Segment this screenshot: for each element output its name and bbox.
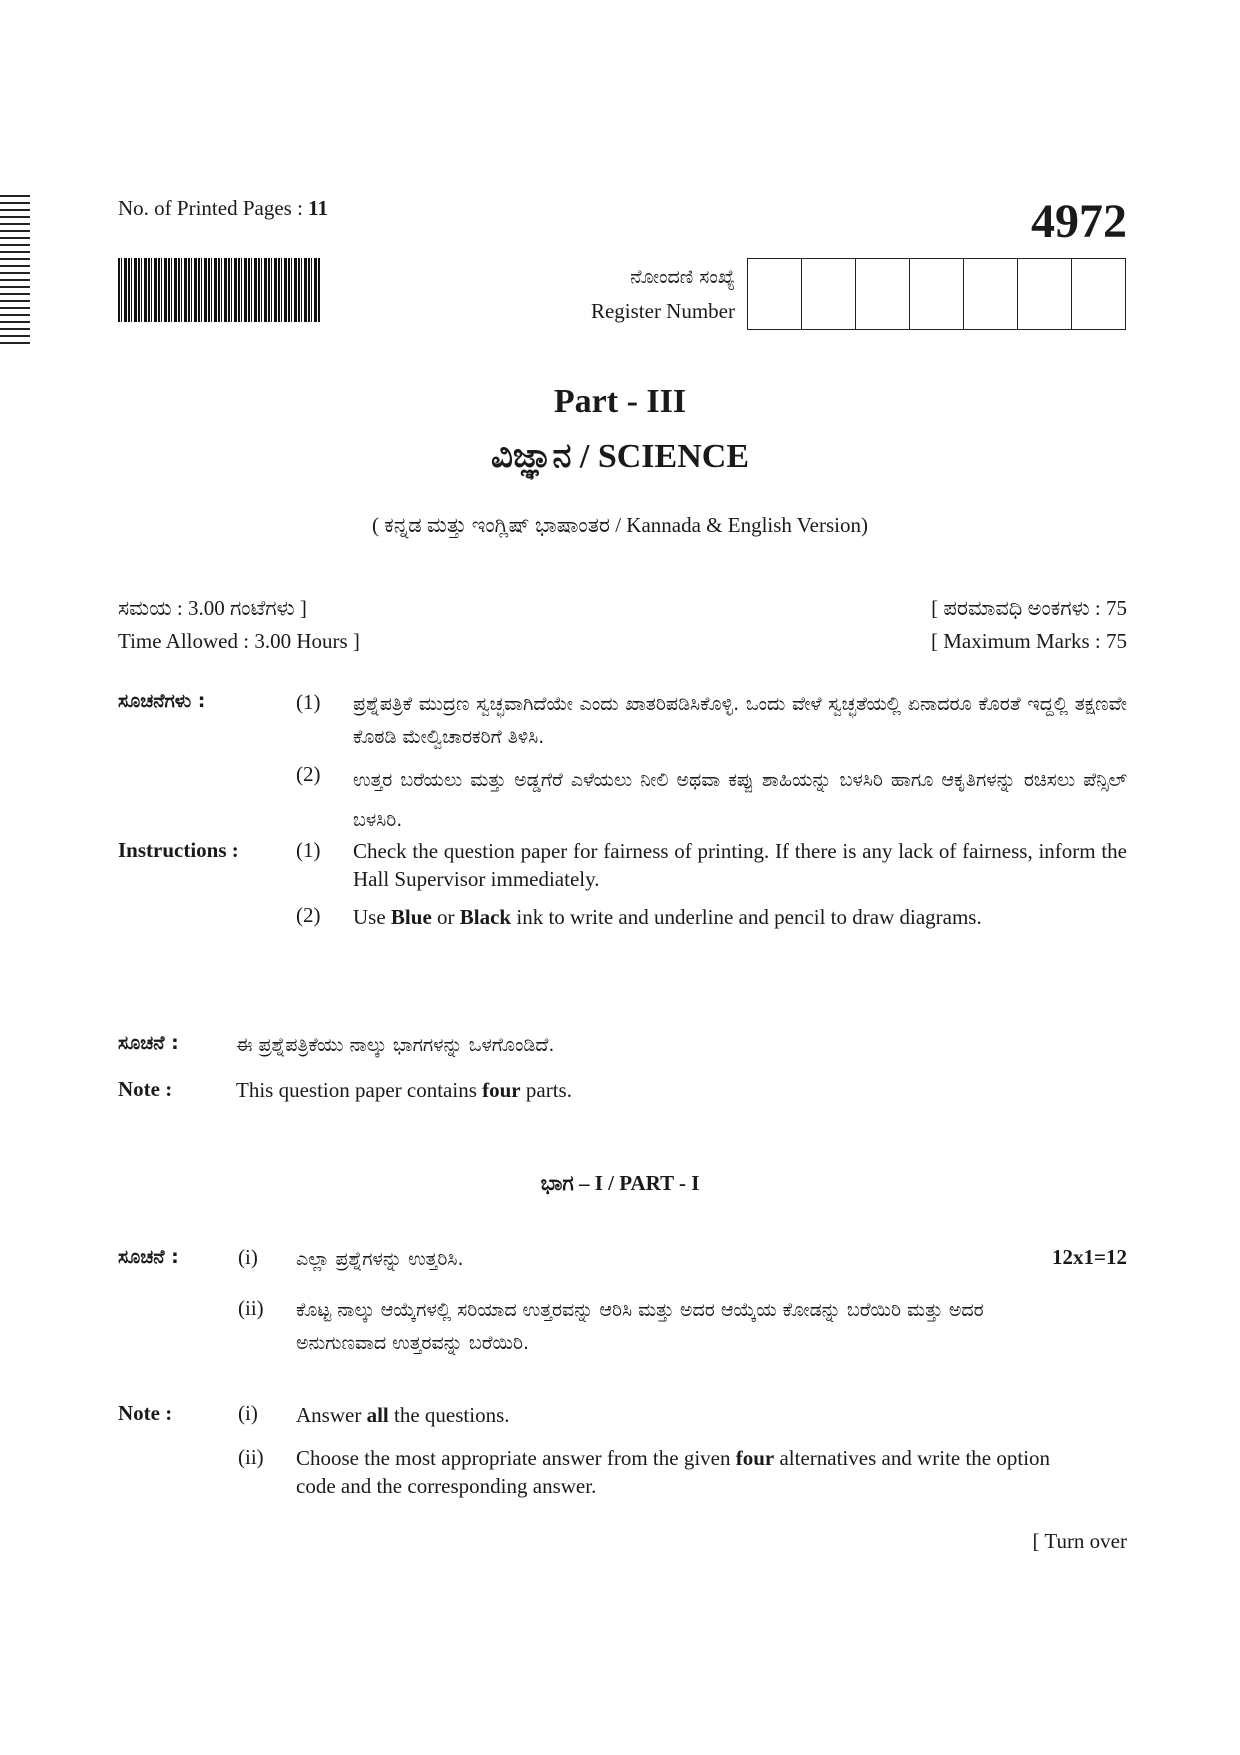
instruction-en-1: Check the question paper for fairness of printing. If there is any lack of fairness, inform the Hall Supervisor immediately. [353, 839, 1127, 891]
part-one-kn-label: ಸೂಚನೆ : [118, 1246, 179, 1268]
turn-over: [ Turn over [1032, 1529, 1127, 1553]
instruction-number: (2) [296, 762, 321, 786]
note-kn-label: ಸೂಚನೆ : [118, 1032, 179, 1054]
note-kn-text: ಈ ಪ್ರಶ್ನೆಪತ್ರಿಕೆಯು ನಾಲ್ಕು ಭಾಗಗಳನ್ನು ಒಳಗೊಂಡಿದೆ. [236, 1034, 555, 1056]
printed-pages: No. of Printed Pages : 11 [118, 196, 328, 220]
note-en-text: This question paper contains four parts. [236, 1078, 572, 1102]
instruction-kn-1: ಪ್ರಶ್ನೆಪತ್ರಿಕೆ ಮುದ್ರಣ ಸ್ವಚ್ಛವಾಗಿದೆಯೇ ಎಂದು ಖಾತರಿಪಡಿಸಿಕೊಳ್ಳಿ. ಒಂದು ವೇಳೆ ಸ್ವಚ್ಛತೆಯಲ್ಲಿ ಏನಾದರೂ ಕೊರತೆ ಇದ್ದಲ್ಲಿ ತಕ್ಷಣವೇ ಕೊಠಡಿ ಮೇಲ್ವಿಚಾರಕರಿಗೆ ತಿಳಿಸಿ. [353, 693, 1127, 748]
instruction-number: (1) [296, 690, 321, 714]
part-one-kn-item-1: ಎಲ್ಲಾ ಪ್ರಶ್ನೆಗಳನ್ನು ಉತ್ತರಿಸಿ. [296, 1248, 464, 1270]
register-number-boxes[interactable] [747, 258, 1126, 330]
instruction-number: (2) [296, 903, 321, 927]
barcode [118, 258, 320, 322]
version-line: ( ಕನ್ನಡ ಮತ್ತು ಇಂಗ್ಲಿಷ್ ಭಾಷಾಂತರ / Kannada & English Version) [372, 513, 868, 537]
register-digit-box[interactable] [964, 259, 1018, 329]
instruction-kn-2: ಉತ್ತರ ಬರೆಯಲು ಮತ್ತು ಅಡ್ಡಗೆರೆ ಎಳೆಯಲು ನೀಲಿ ಅಥವಾ ಕಪ್ಪು ಶಾಹಿಯನ್ನು ಬಳಸಿರಿ ಹಾಗೂ ಆಕೃತಿಗಳನ್ನು ರಚಿಸಲು ಪೆನ್ಸಿಲ್ ಬಳಸಿರಿ. [353, 769, 1127, 831]
item-number: (ii) [238, 1296, 264, 1320]
item-number: (ii) [238, 1445, 264, 1469]
instructions-kn-label: ಸೂಚನೆಗಳು : [118, 690, 206, 712]
register-number-label: ನೋಂದಣಿ ಸಂಖ್ಯೆ Register Number [590, 266, 735, 323]
register-digit-box[interactable] [802, 259, 856, 329]
time-allowed: ಸಮಯ : 3.00 ಗಂಟೆಗಳು ] Time Allowed : 3.00 Hours ] [118, 596, 360, 653]
register-digit-box[interactable] [1018, 259, 1072, 329]
instructions-en-label: Instructions : [118, 838, 239, 862]
note-en-label: Note : [118, 1077, 173, 1101]
printed-pages-count: 11 [308, 196, 328, 220]
register-digit-box[interactable] [856, 259, 910, 329]
part-one-heading: ಭಾಗ – I / PART - I [540, 1171, 700, 1195]
maximum-marks: [ ಪರಮಾವಧಿ ಅಂಕಗಳು : 75 [ Maximum Marks : 75 [931, 596, 1127, 653]
register-digit-box[interactable] [748, 259, 802, 329]
side-registration-marks [0, 195, 30, 345]
instruction-en-2: Use Blue or Black ink to write and underline and pencil to draw diagrams. [353, 905, 982, 929]
register-digit-box[interactable] [910, 259, 964, 329]
register-digit-box[interactable] [1072, 259, 1125, 329]
part-one-marks: 12x1=12 [1052, 1245, 1127, 1269]
item-number: (i) [238, 1245, 258, 1269]
part-one-kn-item-2: ಕೊಟ್ಟ ನಾಲ್ಕು ಆಯ್ಕೆಗಳಲ್ಲಿ ಸರಿಯಾದ ಉತ್ತರವನ್ನು ಆರಿಸಿ ಮತ್ತು ಅದರ ಆಯ್ಕೆಯ ಕೋಡನ್ನು ಬರೆಯಿರಿ ಮತ್ತು ಅದರ ಅನುಗುಣವಾದ ಉತ್ತರವನ್ನು ಬರೆಯಿರಿ. [296, 1299, 984, 1354]
part-one-en-label: Note : [118, 1401, 173, 1425]
part-one-en-item-2: Choose the most appropriate answer from the given four alternatives and write the option code and the corresponding answer. [296, 1446, 1051, 1498]
part-title: Part - III [553, 383, 687, 420]
instruction-number: (1) [296, 838, 321, 862]
item-number: (i) [238, 1401, 258, 1425]
paper-code: 4972 [1031, 195, 1127, 248]
part-one-en-item-1: Answer all the questions. [296, 1403, 510, 1427]
subject-title: ವಿಜ್ಞಾನ / SCIENCE [490, 438, 749, 475]
